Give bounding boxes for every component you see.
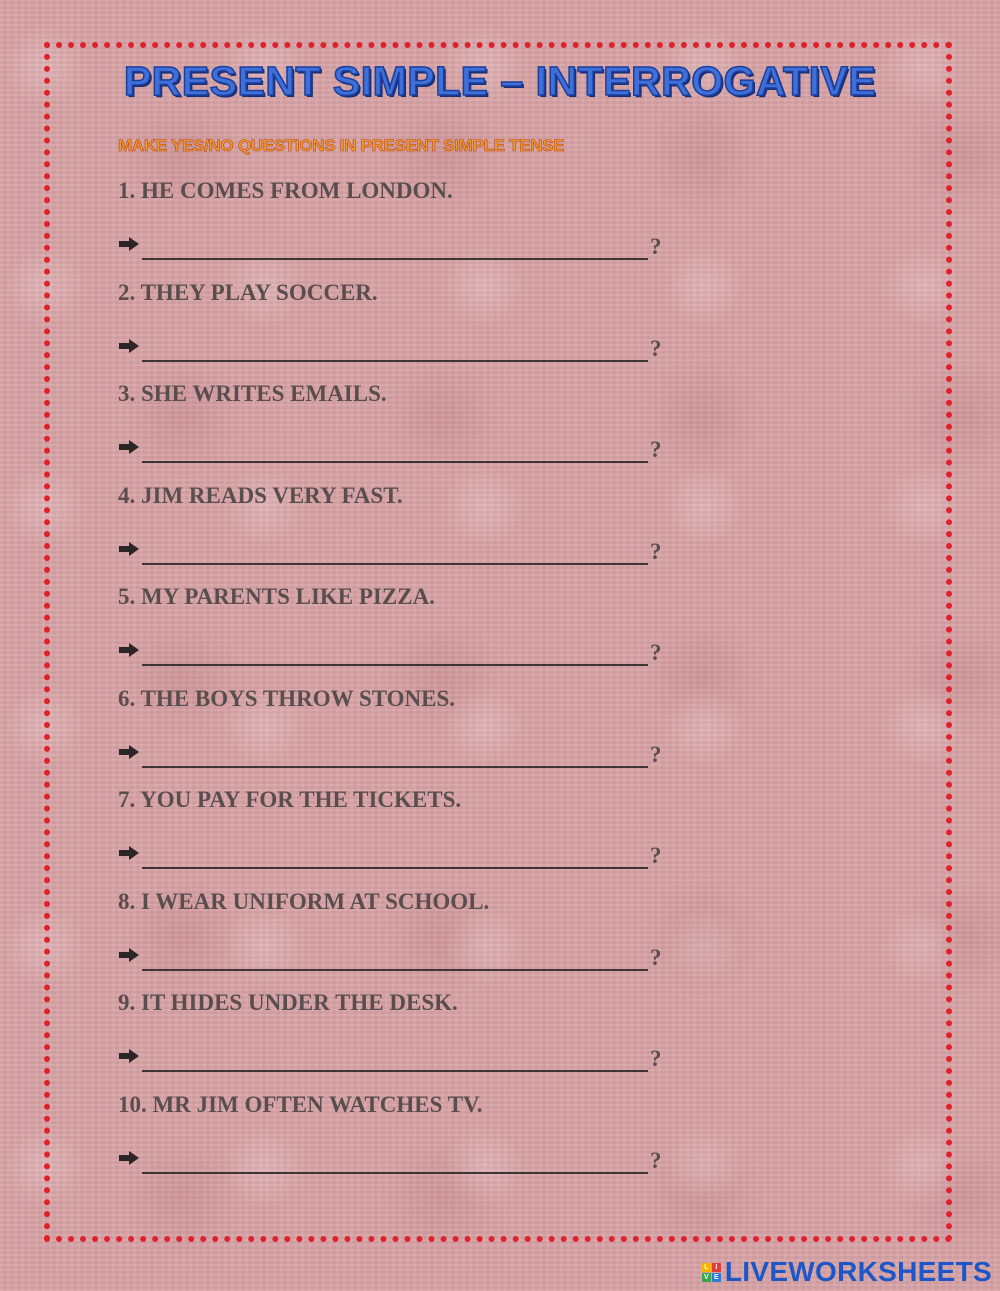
right-arrow-icon bbox=[118, 845, 140, 861]
right-arrow-icon bbox=[118, 541, 140, 557]
right-arrow-icon bbox=[118, 439, 140, 455]
right-arrow-icon bbox=[118, 236, 140, 252]
question-prompt: 2. THEY PLAY SOCCER. bbox=[118, 279, 378, 305]
right-arrow-icon bbox=[118, 744, 140, 760]
question-item bbox=[118, 381, 738, 483]
question-mark: ? bbox=[650, 843, 662, 868]
answer-row bbox=[118, 330, 678, 362]
liveworksheets-footer[interactable] bbox=[702, 1257, 992, 1287]
answer-row bbox=[118, 939, 678, 971]
question-prompt: 6. THE BOYS THROW STONES. bbox=[118, 685, 456, 711]
question-prompt: 3. SHE WRITES EMAILS. bbox=[118, 381, 387, 406]
answer-row bbox=[118, 634, 678, 666]
answer-input[interactable] bbox=[142, 228, 648, 260]
question-prompt: 10. MR JIM OFTEN WATCHES TV. bbox=[118, 1091, 483, 1117]
answer-row bbox=[118, 431, 678, 463]
answer-input[interactable] bbox=[142, 1040, 648, 1072]
worksheet-instruction: MAKE YES/NO QUESTIONS IN PRESENT SIMPLE TENSE bbox=[118, 136, 565, 155]
answer-row bbox=[118, 228, 678, 260]
question-prompt: 5. MY PARENTS LIKE PIZZA. bbox=[118, 584, 435, 609]
question-mark: ? bbox=[650, 741, 662, 767]
question-item bbox=[118, 1092, 738, 1194]
right-arrow-icon bbox=[118, 1048, 140, 1064]
question-mark: ? bbox=[650, 437, 662, 462]
question-item bbox=[118, 889, 738, 991]
answer-input[interactable] bbox=[142, 1142, 648, 1174]
answer-row bbox=[118, 1040, 678, 1072]
question-prompt: 9. IT HIDES UNDER THE DESK. bbox=[118, 990, 458, 1015]
question-item bbox=[118, 990, 738, 1092]
answer-row bbox=[118, 837, 678, 869]
right-arrow-icon bbox=[118, 947, 140, 963]
question-item bbox=[118, 483, 738, 585]
question-item bbox=[118, 178, 738, 280]
question-mark: ? bbox=[650, 944, 662, 970]
answer-input[interactable] bbox=[142, 330, 648, 362]
answer-input[interactable] bbox=[142, 634, 648, 666]
question-item bbox=[118, 787, 738, 889]
question-mark: ? bbox=[650, 640, 662, 665]
question-prompt: 7. YOU PAY FOR THE TICKETS. bbox=[118, 787, 462, 812]
answer-input[interactable] bbox=[142, 431, 648, 463]
answer-row bbox=[118, 533, 678, 565]
question-item bbox=[118, 280, 738, 382]
question-mark: ? bbox=[650, 1147, 662, 1173]
question-mark: ? bbox=[650, 538, 662, 564]
worksheet-title: PRESENT SIMPLE – INTERROGATIVE bbox=[123, 58, 877, 104]
question-list bbox=[118, 178, 738, 1193]
answer-row bbox=[118, 736, 678, 768]
question-prompt: 1. HE COMES FROM LONDON. bbox=[118, 178, 453, 203]
question-prompt: 8. I WEAR UNIFORM AT SCHOOL. bbox=[118, 888, 490, 914]
question-item bbox=[118, 584, 738, 686]
right-arrow-icon bbox=[118, 642, 140, 658]
question-prompt: 4. JIM READS VERY FAST. bbox=[118, 482, 403, 508]
right-arrow-icon bbox=[118, 1150, 140, 1166]
liveworksheets-brand: LIVEWORKSHEETS bbox=[724, 1256, 992, 1287]
answer-input[interactable] bbox=[142, 939, 648, 971]
answer-input[interactable] bbox=[142, 736, 648, 768]
answer-input[interactable] bbox=[142, 533, 648, 565]
liveworksheets-logo-icon: L I V E bbox=[702, 1263, 721, 1282]
question-item bbox=[118, 686, 738, 788]
answer-row bbox=[118, 1142, 678, 1174]
question-mark: ? bbox=[650, 234, 662, 259]
question-mark: ? bbox=[650, 335, 662, 361]
answer-input[interactable] bbox=[142, 837, 648, 869]
question-mark: ? bbox=[650, 1046, 662, 1071]
right-arrow-icon bbox=[118, 338, 140, 354]
